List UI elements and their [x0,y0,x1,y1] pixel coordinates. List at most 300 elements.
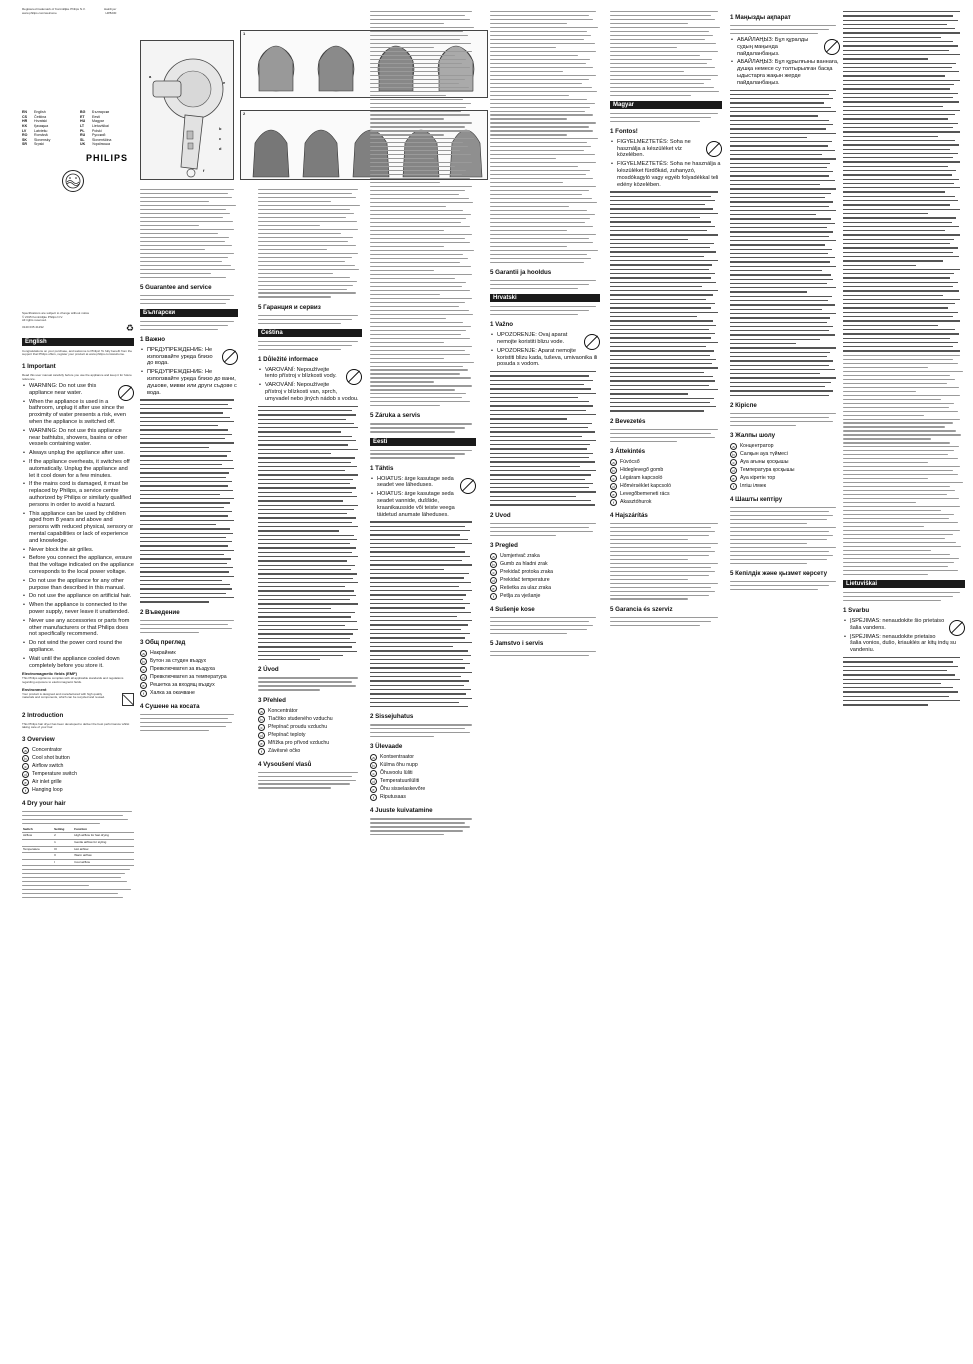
warning-item: • This appliance can be used by children aged from 8 years and above and persons with reduced physical, sensory or mental capabilities or lack of experience and knowledge. [22,511,134,545]
table-cell: III [53,846,73,853]
overview-item [730,483,840,490]
overview-item-letter: f [610,499,617,506]
overview-item-label: Hideglevegő gomb [620,466,664,473]
language-code: HR [22,119,28,124]
kazakh-overview-list [730,443,840,490]
estonian-warnings-text [370,521,476,707]
language-name: Lietuviškai [92,123,109,128]
overview-item-letter: e [490,585,497,592]
english-intro-note: Congratulations on your purchase, and welcome to Philips! To fully benefit from the support that Philips offers, register your product at www.philips.com/welcome. [22,348,133,357]
language-name: Українська [92,142,110,147]
overview-item-label: Závěsné očko [268,747,301,754]
table-row [22,833,134,840]
language-code: PL [80,128,85,133]
table-row [22,846,134,853]
overview-item-label: Ауа кіретін тор [740,474,776,481]
overview-item [730,459,840,466]
warning-item: • Wait until the appliance cooled down completely before you store it. [22,656,134,670]
overview-item-letter: e [730,475,737,482]
table-cell [22,859,53,866]
lithuanian-warning-2: • ĮSPĖJIMAS: nenaudokite prietaiso šalia vonios, dušo, kriauklės ar kitų indų su vandeniu. [843,634,965,654]
english-overview-title: 3 Overview [22,735,55,743]
overview-item [258,740,362,747]
czech-overview-title: 3 Přehled [258,696,286,704]
language-code: EN [22,110,27,115]
overview-item-label: Tlačítko studeného vzduchu [268,715,333,722]
overview-item-label: Air inlet grille [32,778,62,785]
overview-item-label: Õhu sisselaskevõre [380,786,426,793]
kazakh-extra-text [843,355,965,575]
language-code: SL [80,137,85,142]
overview-item [490,593,600,600]
language-code: RU [80,133,86,138]
overview-item [730,475,840,482]
figure-overview-hairdryer [140,40,234,180]
english-dry-text [22,811,134,824]
warning-item: • Never use any accessories or parts from other manufacturers or that Philips does not specifically recommend. [22,618,134,638]
philips-shield-emblem-icon [62,170,84,192]
overview-item-label: Prekidač protoka zraka [500,568,554,575]
bulgarian-important-title: 1 Важно [140,335,165,343]
kazakh-dry-title: 4 Шашты кептіру [730,495,783,503]
figure-2-label: 2 [243,111,246,116]
czech-warning-1: • VAROVÁNÍ: Nepoužívejte tento přístroj v blízkosti vody. [258,367,362,381]
table-cell: Airflow [22,833,53,840]
overview-item-label: Fúvócső [620,458,640,465]
czech-dry-text [258,772,362,789]
section-header-czech: Čeština [258,329,362,337]
kazakh-guarantee-title: 5 Кепілдік және қызмет көрсету [730,569,828,577]
overview-item [140,674,238,681]
estonian-dry-title: 4 Juuste kuivatamine [370,807,433,815]
figure-part-d: d [219,146,222,151]
overview-item-label: Usmjerivač zraka [500,552,540,559]
overview-item [258,748,362,755]
column-lithuanian [843,8,965,1356]
table-row [22,853,134,860]
figure-part-a: a [149,74,152,79]
overview-item [610,467,722,474]
language-name: Slovenščina [92,137,112,142]
overview-item-letter: b [140,658,147,665]
overview-item-label: Légáram kapcsoló [620,474,663,481]
copyright: © 2015 Koninklijke Philips N.V. [22,314,63,319]
croatian-guarantee-title: 5 Jamstvo i servis [490,639,544,647]
table-cell: 1 [53,840,73,847]
overview-item-letter: a [490,553,497,560]
overview-item [140,650,238,657]
table-cell: Hot airflow [73,846,134,853]
crossed-bin-icon [122,693,134,706]
overview-item [140,666,238,673]
language-name: Latviešu [34,128,48,133]
overview-item-label: Накрайник [150,649,176,656]
warning-item: • Before you connect the appliance, ensure that the voltage indicated on the appliance corresponds to the local power voltage. [22,555,134,575]
english-intro-text: This Philips hair dryer has been developed to deliver the best performance whilst taking care of your hair. [22,721,130,730]
overview-item-letter: f [490,593,497,600]
model-block [104,8,116,15]
website-line: www.philips.com/welcome [22,10,57,15]
overview-item [140,682,238,689]
table-cell: I [53,859,73,866]
language-name: English [34,110,46,115]
overview-item [370,778,476,785]
overview-item-letter: f [258,748,265,755]
czech-warnings-text [258,406,362,661]
english-emf-text: This Philips appliance complies with all applicable standards and regulations regarding exposure to electromagnetic fields. [22,676,124,685]
croatian-intro-title: 2 Uvod [490,511,511,519]
table-header-function: Function [73,827,134,833]
overview-item-label: Petlja za vješanje [500,592,541,599]
estonian-intro-title: 2 Sissejuhatus [370,713,414,721]
croatian-warning-2: • UPOZORENJE: Aparat nemojte koristiti blizu kada, tuševa, umivaonika ili posuda s vodom. [490,348,600,368]
bulgarian-warnings-text [140,399,238,602]
overview-item-label: Салқын ауа түймесі [740,450,788,457]
overview-item [22,747,134,754]
hungarian-guarantee-title: 5 Garancia és szerviz [610,605,673,613]
croatian-warning-1: • UPOZORENJE: Ovaj aparat nemojte koristiti blizu vode. [490,332,600,346]
croatian-dry-text [490,617,600,634]
overview-item [610,499,722,506]
section-header-lithuanian: Lietuviškai [843,580,965,588]
lithuanian-warnings-text [843,657,965,706]
overview-item [22,787,134,794]
overview-item-label: Rešetka za ulaz zraka [500,584,552,591]
hungarian-warning-1: • FIGYELMEZTETÉS: Soha ne használja a készüléket víz közelében. [610,139,722,159]
overview-item [610,483,722,490]
overview-item [258,708,362,715]
table-row [22,859,134,866]
bulgarian-intro-title: 2 Въведение [140,608,180,616]
kazakh-continued-text [843,11,965,352]
language-code: UK [80,142,86,147]
bulgarian-guarantee-text [258,315,362,324]
estonian-overview-title: 3 Ülevaade [370,743,403,751]
figure-part-c: c [219,136,222,141]
overview-item [22,755,134,762]
bulgarian-continued-text [258,189,362,298]
overview-item-letter: a [140,650,147,657]
kazakh-intro-text [730,25,840,34]
overview-item-letter: a [258,708,265,715]
overview-item-label: Hanging loop [32,786,63,793]
bulgarian-overview-title: 3 Общ преглед [140,638,186,646]
section-header-croatian: Hrvatski [490,294,600,302]
overview-item-letter: d [730,467,737,474]
column-bulgarian-czech [258,186,362,1356]
english-intro-title: 2 Introduction [22,711,64,719]
overview-item-label: Riputusaas [380,794,406,801]
language-code: RO [22,133,28,138]
hungarian-warnings-text [610,191,722,411]
overview-item-label: Koncentrátor [268,707,298,714]
croatian-dry-title: 4 Sušenje kose [490,605,535,613]
kazakh-warning-1: • АБАЙЛАҢЫЗ: Бұл құралды судың маңында пайдаланбаңыз. [730,37,840,57]
czech-overview-list [258,708,362,755]
kazakh-overview-title: 3 Жалпы шолу [730,431,776,439]
table-cell: Cool airflow [73,859,134,866]
overview-item-letter: d [490,577,497,584]
czech-intro-title: 2 Úvod [258,666,279,674]
english-environment-text: Your product is designed and manufactured with high quality materials and components, which can be recycled and reused. [22,691,106,700]
hairdryer-illustration [141,41,234,180]
kazakh-important-title: 1 Маңызды ақпарат [730,14,791,21]
croatian-overview-list [490,553,600,600]
language-index-item [22,142,76,147]
english-continued-text [140,189,238,278]
model-number: HP8230 [105,10,117,15]
estonian-guarantee-text [490,280,600,289]
overview-item [490,561,600,568]
english-important-title: 1 Important [22,362,56,370]
column-czech-estonian [370,8,476,1356]
table-cell: Temperature [22,846,53,853]
table-cell: High airflow for fast drying [73,833,134,840]
overview-item-letter: a [370,754,377,761]
overview-item-letter: f [22,787,29,794]
warning-item: • When the appliance is used in a bathroom, unplug it after use since the proximity of water presents a risk, even when the appliance is switched off. [22,399,134,426]
croatian-overview-title: 3 Pregled [490,541,518,549]
language-code: SR [22,142,27,147]
croatian-warnings-text [490,371,600,506]
czech-important-title: 1 Důležité informace [258,355,319,363]
overview-item-label: Температура қосқышы [740,466,795,473]
bulgarian-dry-title: 4 Сушене на косата [140,702,200,710]
overview-item-label: Concentrator [32,746,62,753]
language-name: Қазақша [34,123,49,128]
estonian-continued-text [490,11,600,263]
estonian-important-title: 1 Tähtis [370,464,394,472]
warning-item: • WARNING: Do not use this appliance near bathtubs, showers, basins or other vessels containing water. [22,428,134,448]
overview-item-letter: c [22,763,29,770]
language-name: Magyar [92,119,104,124]
english-settings-table [22,827,134,867]
language-name: Polski [92,128,102,133]
overview-item-label: Ауа ағыны қосқышы [740,458,789,465]
column-kazakh [730,8,840,1356]
overview-item-letter: e [370,786,377,793]
hungarian-intro-body [610,429,722,442]
english-warning-list [22,383,134,669]
overview-item-letter: e [610,491,617,498]
overview-item-letter: d [610,483,617,490]
overview-item-letter: e [258,740,265,747]
overview-item [730,451,840,458]
table-cell: II [53,853,73,860]
english-dry-steps [22,869,134,898]
lithuanian-important-title: 1 Svarbu [843,607,870,615]
bulgarian-warning-2: • ПРЕДУПРЕЖДЕНИЕ: Не използвайте уреда близо до вани, душове, мивки или други съдове с вода. [140,369,238,396]
overview-item-label: Õhuvoolu lüliti [380,770,413,777]
table-header-setting: Setting [53,827,73,833]
overview-item [258,732,362,739]
brand-logo: PHILIPS [86,152,129,163]
overview-item-letter: d [140,674,147,681]
overview-item-label: Přepínač proudu vzduchu [268,723,328,730]
warning-item: • Always unplug the appliance after use. [22,450,134,457]
overview-item [258,724,362,731]
overview-item-letter: c [370,770,377,777]
warning-item: • When the appliance is connected to the power supply, never leave it unattended. [22,602,134,616]
warning-item: • Do not wind the power cord round the appliance. [22,640,134,654]
overview-item [258,716,362,723]
section-header-estonian: Eesti [370,438,476,446]
language-code: BG [80,110,86,115]
croatian-continued-text [610,11,722,96]
overview-item-label: Hőmérséklet kapcsoló [620,482,672,489]
czech-guarantee-title: 5 Záruka a servis [370,412,421,420]
overview-item [490,553,600,560]
kazakh-guarantee-text [730,581,840,590]
hungarian-warning-2: • FIGYELMEZTETÉS: Soha ne használja a készüléket fürdőkád, zuhanyzó, mosdókagyló vagy egyéb folyadékkal teli edény közelében. [610,161,722,188]
bulgarian-intro-body [140,620,238,633]
overview-item [370,786,476,793]
hungarian-guarantee-text [610,617,722,626]
language-code: CS [22,114,27,119]
english-guarantee-title: 5 Guarantee and service [140,283,212,291]
table-cell [22,853,53,860]
language-name: Srpski [34,142,44,147]
column-estonian-croatian [490,8,600,1356]
document-code: 3140 035 41292 [22,324,44,329]
bulgarian-warning-1: • ПРЕДУПРЕЖДЕНИЕ: Не използвайте уреда близо до вода. [140,347,238,367]
kazakh-warnings-text [730,90,840,396]
overview-item [370,794,476,801]
overview-item [730,443,840,450]
warning-item: • WARNING: Do not use this appliance near water. [22,383,134,397]
overview-item-letter: e [22,779,29,786]
overview-item-letter: b [730,451,737,458]
warning-item: • Do not use the appliance for any other purpose than described in this manual. [22,578,134,592]
overview-item-label: Gumb za hladni zrak [500,560,548,567]
estonian-warning-1: • HOIATUS: ärge kasutage seda seadet vee läheduses. [370,476,476,490]
hungarian-intro-title: 2 Bevezetés [610,417,646,425]
overview-item-letter: a [610,459,617,466]
figure-part-f: f [203,168,205,173]
overview-item [370,754,476,761]
overview-item-letter: f [140,690,147,697]
hungarian-important-title: 1 Fontos! [610,127,638,135]
overview-item-label: Airflow switch [32,762,64,769]
english-guarantee-text [140,295,238,304]
estonian-dry-text [370,818,476,835]
overview-item-letter: c [490,569,497,576]
overview-item-label: Temperatuurilüliti [380,778,420,785]
overview-item-letter: c [140,666,147,673]
bulgarian-intro-text [140,321,238,330]
language-code: SK [22,137,27,142]
kazakh-warning-2: • АБАЙЛАҢЫЗ: Бұл құрылғыны ваннаға, душқа немесе су толтырылған басқа ыдыстарға жақын жерде пайдаланбаңыз. [730,59,840,86]
czech-continued-text [370,11,476,407]
language-name: Čeština [34,114,47,119]
overview-item [22,779,134,786]
overview-item-letter: d [258,732,265,739]
language-name: Hrvatski [34,119,47,124]
english-emf-title: Electromagnetic fields (EMF) [22,671,77,677]
lithuanian-warning-1: • ĮSPĖJIMAS: nenaudokite šio prietaiso šalia vandens. [843,618,965,632]
table-cell: 2 [53,833,73,840]
overview-item-label: Přepínač teploty [268,731,306,738]
croatian-intro-body [490,523,600,536]
overview-item-letter: b [258,716,265,723]
overview-item-label: Kontsentraator [380,754,415,761]
overview-item [730,467,840,474]
czech-intro-body [258,677,362,690]
overview-item-letter: c [610,475,617,482]
language-index [22,110,134,147]
english-overview-list [22,747,134,794]
english-dry-title: 4 Dry your hair [22,799,66,807]
overview-item [490,577,600,584]
model-label: Hairdryer [104,8,117,11]
overview-item [370,770,476,777]
overview-item-label: Превключвател за температура [150,673,227,680]
column-english-bulgarian [140,186,238,1356]
overview-item [490,585,600,592]
bulgarian-guarantee-title: 5 Гаранция и сервиз [258,303,321,311]
hungarian-dry-text [610,523,722,600]
overview-item-label: Ілгіш ілмек [740,482,767,489]
overview-item-letter: b [490,561,497,568]
table-cell: Warm airflow [73,853,134,860]
croatian-guarantee-text [490,651,600,656]
overview-item [140,690,238,697]
overview-item-label: Концентратор [740,442,774,449]
kazakh-intro-title: 2 Кіріспе [730,401,757,409]
recycle-icon: ♻ [125,322,134,333]
overview-item [610,491,722,498]
table-row [22,840,134,847]
kazakh-dry-text [730,507,840,564]
overview-item-label: Решетка за входящ въздух [150,681,215,688]
english-important-intro: Read this user manual carefully before you use the appliance and keep it for future reference. [22,372,132,381]
hungarian-intro-text [610,113,722,122]
language-name: Русский [92,133,106,138]
overview-item-label: Temperature switch [32,770,77,777]
czech-intro-text [258,341,362,350]
overview-item-letter: f [370,794,377,801]
column-cover-english [22,8,134,1356]
language-name: Eesti [92,114,100,119]
language-code: LT [80,123,85,128]
kazakh-intro-body [730,413,840,426]
estonian-intro-body [370,724,476,737]
table-cell: Gentle airflow for styling [73,840,134,847]
overview-item-label: Akasztóhurok [620,498,652,505]
croatian-important-title: 1 Važno [490,321,514,329]
estonian-guarantee-title: 5 Garantii ja hooldus [490,269,552,276]
czech-warning-2: • VAROVÁNÍ: Nepoužívejte přístroj v blízkosti van, sprch, umyvadel nebo jiných nádob s vodou. [258,382,362,402]
bulgarian-overview-list [140,650,238,697]
overview-item-label: Mřížka pro přívod vzduchu [268,739,330,746]
overview-item [370,762,476,769]
language-code: KK [22,123,28,128]
language-name: Български [92,110,110,115]
section-header-bulgarian: Български [140,309,238,317]
registered-trademark-line: Registered trademark of Koninklijke Philips N.V. [22,8,86,11]
czech-guarantee-text [370,423,476,432]
overview-item-letter: e [140,682,147,689]
warning-item: • If the appliance overheats, it switches off automatically. Unplug the appliance and let it cool down for a few minutes. [22,459,134,479]
overview-item [22,771,134,778]
overview-item-letter: b [370,762,377,769]
estonian-warning-2: • HOIATUS: ärge kasutage seda seadet vannide, duššide, kraanikausside või teiste veega täidetud anumate läheduses. [370,491,476,518]
language-code: ET [80,114,85,119]
overview-item-letter: b [610,467,617,474]
column-hungarian [610,8,722,1356]
language-index-item [80,142,134,147]
lithuanian-intro-text [843,592,965,601]
